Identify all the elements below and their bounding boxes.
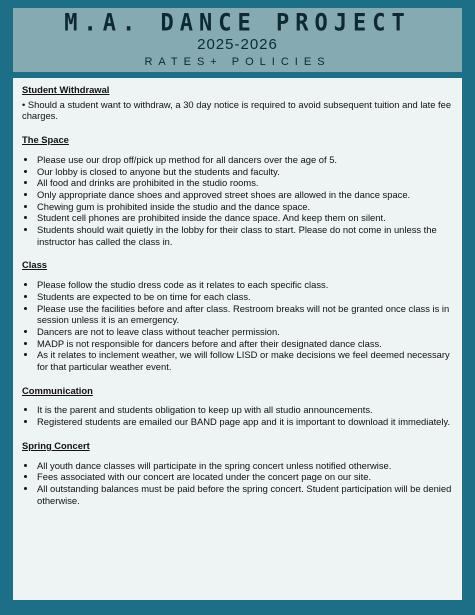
list-item: • Students should wait quietly in the lobby for their class to start. Please do not come in unless the instructor has called the class in. [37,224,452,247]
list-item: • Our lobby is closed to anyone but the students and faculty. [37,166,452,178]
policies-content [13,78,462,506]
concert-list [22,460,452,507]
space-list [22,154,452,248]
list-item: • All food and drinks are prohibited in the studio rooms. [37,177,452,189]
section-title-concert: Spring Concert [22,439,90,451]
season-years: 2025-2026 [197,36,278,53]
section-title-withdrawal: Student Withdrawal [22,84,110,95]
list-item: • Dancers are not to leave class without teacher permission. [37,326,452,338]
list-item: • Please use our drop off/pick up method for all dancers over the age of 5. [37,154,452,166]
policies-panel [13,78,462,600]
list-item: • Fees associated with our concert are located under the concert page on our site. [37,471,452,483]
brand-title: M.A. DANCE PROJECT [64,9,411,38]
list-item: • Only appropriate dance shoes and approved street shoes are allowed in the dance space. [37,189,452,201]
list-item: • MADP is not responsible for dancers before and after their designated dance class. [37,338,452,350]
list-item: • Please use the facilities before and after class. Restroom breaks will not be granted once class is in session unless it is an emergency. [37,303,452,326]
list-item: • All youth dance classes will participate in the spring concert unless notified otherwise. [37,460,452,472]
section-title-space: The Space [22,134,69,146]
list-item: • Students are expected to be on time for each class. [37,291,452,303]
list-item: • Please follow the studio dress code as it relates to each specific class. [37,279,452,291]
list-item: • Chewing gum is prohibited inside the studio and the dance space. [37,201,452,213]
withdrawal-text: • Should a student want to withdraw, a 30 day notice is required to avoid subsequent tuition and late fee charges. [22,98,452,122]
list-item: • It is the parent and students obligation to keep up with all studio announcements. [37,404,452,416]
section-title-class: Class [22,259,48,271]
section-title-communication: Communication [22,384,93,396]
communication-list [22,404,452,427]
list-item: • Registered students are emailed our BAND page app and it is important to download it immediately. [37,416,452,428]
list-item: • All outstanding balances must be paid before the spring concert. Student participation will be denied otherwise. [37,483,452,506]
document-subtitle: RATES+ POLICIES [144,56,331,68]
list-item: • Student cell phones are prohibited inside the dance space. And keep them on silent. [37,212,452,224]
list-item: • As it relates to inclement weather, we will follow LISD or make decisions we feel deemed necessary for that particular weather event. [37,349,452,372]
header-banner [13,8,462,72]
class-list [22,279,452,373]
